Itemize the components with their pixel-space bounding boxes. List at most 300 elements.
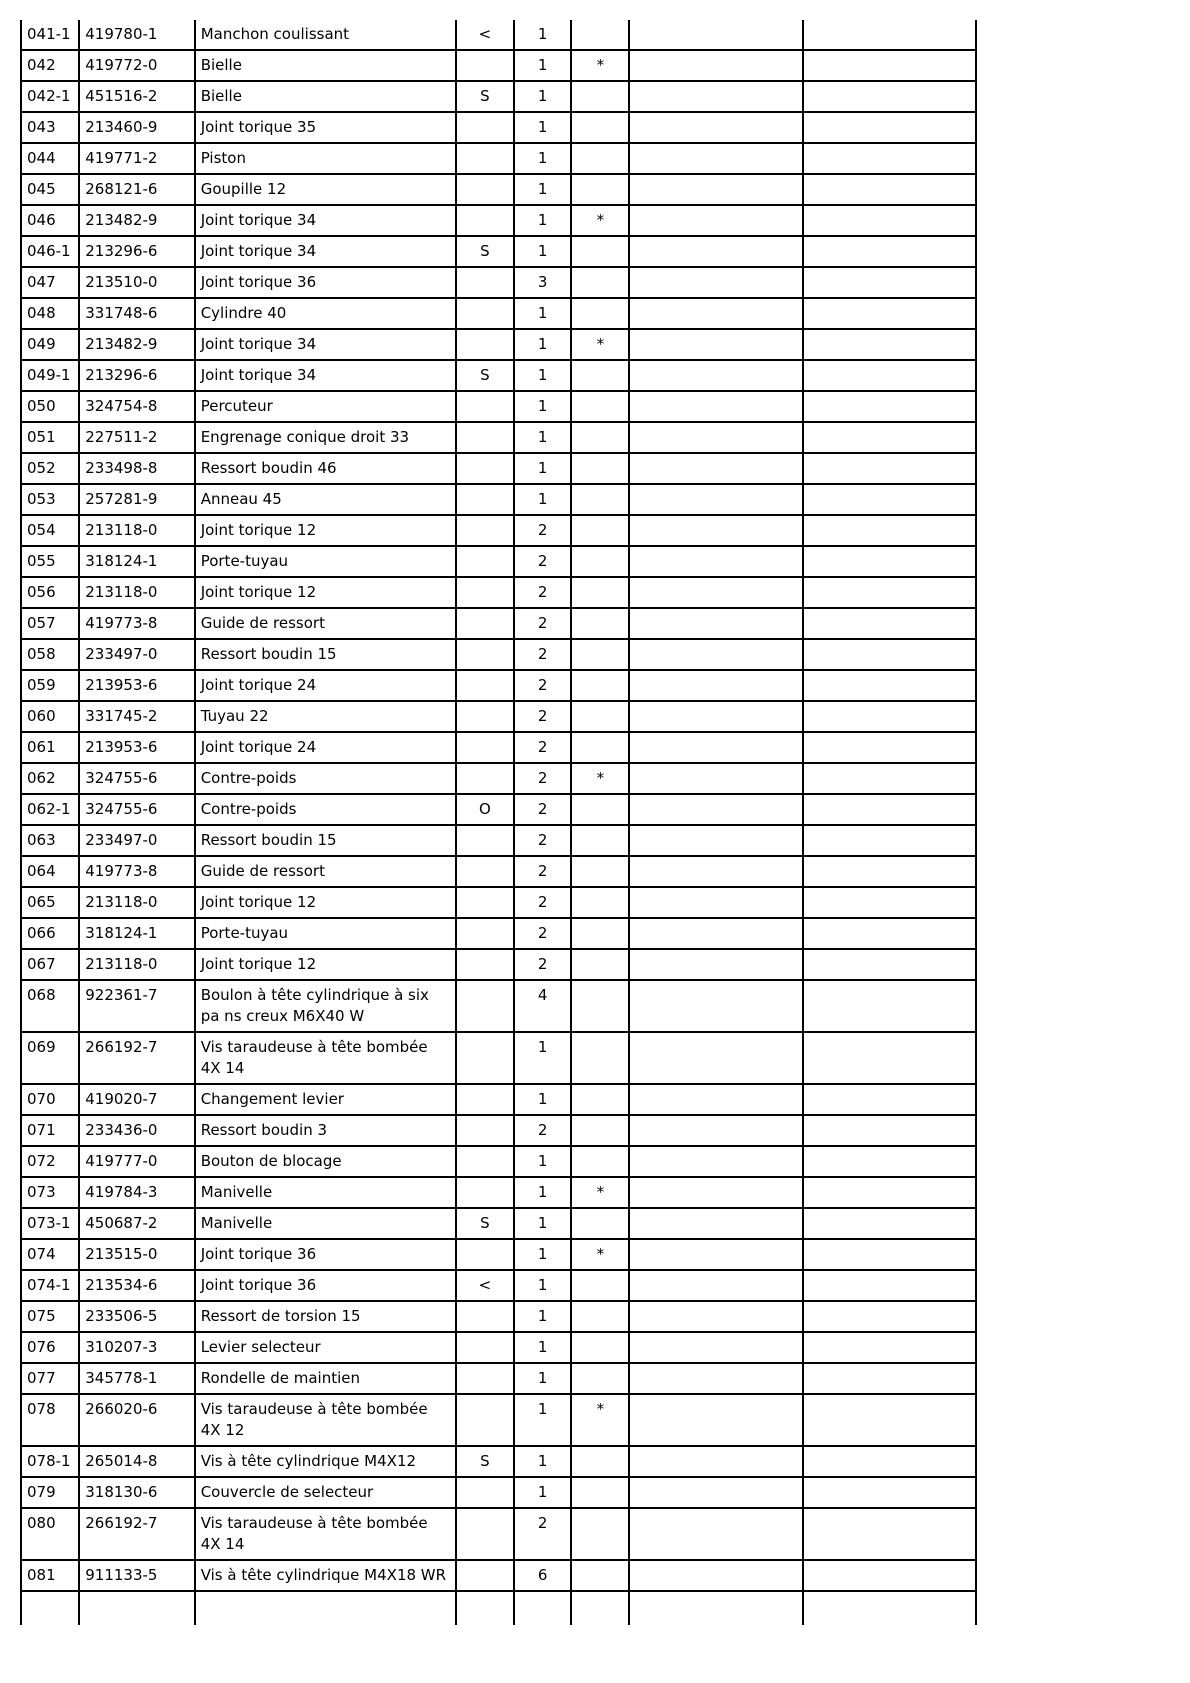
blank-cell bbox=[629, 1084, 803, 1115]
table-row bbox=[21, 267, 976, 298]
blank-cell bbox=[803, 1177, 976, 1208]
blank-cell bbox=[629, 422, 803, 453]
blank-cell bbox=[803, 453, 976, 484]
blank-cell bbox=[629, 1591, 803, 1625]
quantity-cell: 1 bbox=[514, 1446, 571, 1477]
part-number-cell: 213118-0 bbox=[79, 949, 194, 980]
quantity-cell: 1 bbox=[514, 1146, 571, 1177]
item-number-cell: 078-1 bbox=[21, 1446, 79, 1477]
quantity-cell: 1 bbox=[514, 50, 571, 81]
blank-cell bbox=[803, 112, 976, 143]
blank-cell bbox=[629, 1301, 803, 1332]
blank-cell bbox=[629, 1146, 803, 1177]
blank-cell bbox=[629, 329, 803, 360]
mark-cell bbox=[571, 1208, 629, 1239]
blank-cell bbox=[629, 949, 803, 980]
part-number-cell: 233506-5 bbox=[79, 1301, 194, 1332]
table-row bbox=[21, 81, 976, 112]
table-row bbox=[21, 1394, 976, 1446]
table-row bbox=[21, 1270, 976, 1301]
blank-cell bbox=[803, 174, 976, 205]
blank-cell bbox=[803, 918, 976, 949]
description-cell: Engrenage conique droit 33 bbox=[195, 422, 456, 453]
quantity-cell: 1 bbox=[514, 453, 571, 484]
blank-cell bbox=[803, 949, 976, 980]
item-number-cell: 048 bbox=[21, 298, 79, 329]
mark-cell bbox=[571, 1084, 629, 1115]
quantity-cell: 1 bbox=[514, 298, 571, 329]
description-cell: Manivelle bbox=[195, 1177, 456, 1208]
blank-cell bbox=[803, 732, 976, 763]
blank-cell bbox=[803, 1208, 976, 1239]
mark-cell bbox=[571, 1332, 629, 1363]
part-number-cell: 911133-5 bbox=[79, 1560, 194, 1591]
part-number-cell: 233497-0 bbox=[79, 825, 194, 856]
mark-cell bbox=[571, 918, 629, 949]
mark-cell bbox=[571, 1363, 629, 1394]
blank-cell bbox=[629, 980, 803, 1032]
item-number-cell: 073-1 bbox=[21, 1208, 79, 1239]
mark-cell bbox=[571, 112, 629, 143]
part-number-cell: 213118-0 bbox=[79, 887, 194, 918]
blank-cell bbox=[629, 515, 803, 546]
mark-cell bbox=[571, 794, 629, 825]
blank-cell bbox=[629, 670, 803, 701]
description-cell: Joint torique 36 bbox=[195, 1239, 456, 1270]
table-row bbox=[21, 1446, 976, 1477]
description-cell: Ressort de torsion 15 bbox=[195, 1301, 456, 1332]
part-number-cell bbox=[79, 1591, 194, 1625]
description-cell: Changement levier bbox=[195, 1084, 456, 1115]
blank-cell bbox=[803, 1146, 976, 1177]
mark-cell bbox=[571, 856, 629, 887]
blank-cell bbox=[629, 887, 803, 918]
flag-cell bbox=[456, 949, 514, 980]
description-cell: Joint torique 34 bbox=[195, 360, 456, 391]
blank-cell bbox=[629, 1270, 803, 1301]
blank-cell bbox=[803, 298, 976, 329]
blank-cell bbox=[629, 1446, 803, 1477]
table-row bbox=[21, 1301, 976, 1332]
blank-cell bbox=[629, 112, 803, 143]
quantity-cell bbox=[514, 1591, 571, 1625]
table-row bbox=[21, 484, 976, 515]
flag-cell bbox=[456, 856, 514, 887]
blank-cell bbox=[803, 1032, 976, 1084]
blank-cell bbox=[629, 298, 803, 329]
blank-cell bbox=[803, 205, 976, 236]
table-row bbox=[21, 1591, 976, 1625]
description-cell: Vis à tête cylindrique M4X18 WR bbox=[195, 1560, 456, 1591]
blank-cell bbox=[803, 236, 976, 267]
blank-cell bbox=[803, 422, 976, 453]
blank-cell bbox=[629, 1332, 803, 1363]
flag-cell bbox=[456, 515, 514, 546]
description-cell: Manchon coulissant bbox=[195, 20, 456, 50]
flag-cell bbox=[456, 391, 514, 422]
item-number-cell: 061 bbox=[21, 732, 79, 763]
flag-cell bbox=[456, 1146, 514, 1177]
blank-cell bbox=[629, 608, 803, 639]
part-number-cell: 213296-6 bbox=[79, 360, 194, 391]
table-row bbox=[21, 949, 976, 980]
item-number-cell: 046-1 bbox=[21, 236, 79, 267]
quantity-cell: 6 bbox=[514, 1560, 571, 1591]
table-row bbox=[21, 701, 976, 732]
mark-cell bbox=[571, 670, 629, 701]
mark-cell bbox=[571, 949, 629, 980]
item-number-cell: 062 bbox=[21, 763, 79, 794]
item-number-cell: 044 bbox=[21, 143, 79, 174]
mark-cell bbox=[571, 1270, 629, 1301]
part-number-cell: 213482-9 bbox=[79, 205, 194, 236]
table-row bbox=[21, 546, 976, 577]
table-row bbox=[21, 608, 976, 639]
table-row bbox=[21, 112, 976, 143]
table-row bbox=[21, 577, 976, 608]
description-cell: Joint torique 12 bbox=[195, 887, 456, 918]
blank-cell bbox=[803, 329, 976, 360]
flag-cell bbox=[456, 1239, 514, 1270]
mark-cell: * bbox=[571, 329, 629, 360]
quantity-cell: 4 bbox=[514, 980, 571, 1032]
blank-cell bbox=[629, 50, 803, 81]
item-number-cell: 053 bbox=[21, 484, 79, 515]
flag-cell bbox=[456, 484, 514, 515]
mark-cell: * bbox=[571, 1394, 629, 1446]
description-cell: Guide de ressort bbox=[195, 608, 456, 639]
quantity-cell: 1 bbox=[514, 422, 571, 453]
description-cell: Levier selecteur bbox=[195, 1332, 456, 1363]
mark-cell bbox=[571, 980, 629, 1032]
item-number-cell: 042 bbox=[21, 50, 79, 81]
blank-cell bbox=[629, 825, 803, 856]
description-cell: Joint torique 24 bbox=[195, 732, 456, 763]
item-number-cell: 046 bbox=[21, 205, 79, 236]
quantity-cell: 2 bbox=[514, 577, 571, 608]
blank-cell bbox=[803, 1239, 976, 1270]
part-number-cell: 213953-6 bbox=[79, 732, 194, 763]
flag-cell bbox=[456, 918, 514, 949]
blank-cell bbox=[803, 360, 976, 391]
mark-cell bbox=[571, 515, 629, 546]
part-number-cell: 213460-9 bbox=[79, 112, 194, 143]
blank-cell bbox=[803, 1560, 976, 1591]
blank-cell bbox=[803, 980, 976, 1032]
blank-cell bbox=[629, 794, 803, 825]
description-cell: Ressort boudin 46 bbox=[195, 453, 456, 484]
table-row bbox=[21, 391, 976, 422]
item-number-cell: 073 bbox=[21, 1177, 79, 1208]
item-number-cell: 057 bbox=[21, 608, 79, 639]
item-number-cell: 056 bbox=[21, 577, 79, 608]
part-number-cell: 450687-2 bbox=[79, 1208, 194, 1239]
quantity-cell: 1 bbox=[514, 1363, 571, 1394]
part-number-cell: 266020-6 bbox=[79, 1394, 194, 1446]
blank-cell bbox=[629, 143, 803, 174]
part-number-cell: 324755-6 bbox=[79, 763, 194, 794]
table-row bbox=[21, 980, 976, 1032]
quantity-cell: 1 bbox=[514, 391, 571, 422]
mark-cell bbox=[571, 1446, 629, 1477]
blank-cell bbox=[803, 1332, 976, 1363]
part-number-cell: 233498-8 bbox=[79, 453, 194, 484]
blank-cell bbox=[803, 577, 976, 608]
description-cell: Vis taraudeuse à tête bombée 4X 14 bbox=[195, 1032, 456, 1084]
quantity-cell: 1 bbox=[514, 1084, 571, 1115]
part-number-cell: 213534-6 bbox=[79, 1270, 194, 1301]
quantity-cell: 1 bbox=[514, 143, 571, 174]
blank-cell bbox=[803, 1394, 976, 1446]
table-row bbox=[21, 794, 976, 825]
quantity-cell: 2 bbox=[514, 1508, 571, 1560]
flag-cell bbox=[456, 1394, 514, 1446]
table-row bbox=[21, 515, 976, 546]
description-cell: Joint torique 12 bbox=[195, 949, 456, 980]
description-cell: Cylindre 40 bbox=[195, 298, 456, 329]
flag-cell bbox=[456, 980, 514, 1032]
flag-cell: S bbox=[456, 1208, 514, 1239]
item-number-cell: 071 bbox=[21, 1115, 79, 1146]
part-number-cell: 419020-7 bbox=[79, 1084, 194, 1115]
table-row bbox=[21, 143, 976, 174]
table-row bbox=[21, 639, 976, 670]
mark-cell bbox=[571, 608, 629, 639]
quantity-cell: 2 bbox=[514, 825, 571, 856]
blank-cell bbox=[629, 1394, 803, 1446]
quantity-cell: 2 bbox=[514, 794, 571, 825]
quantity-cell: 1 bbox=[514, 1332, 571, 1363]
blank-cell bbox=[803, 81, 976, 112]
item-number-cell: 070 bbox=[21, 1084, 79, 1115]
mark-cell bbox=[571, 1301, 629, 1332]
blank-cell bbox=[629, 1560, 803, 1591]
part-number-cell: 213515-0 bbox=[79, 1239, 194, 1270]
description-cell: Joint torique 34 bbox=[195, 329, 456, 360]
flag-cell bbox=[456, 1301, 514, 1332]
item-number-cell: 041-1 bbox=[21, 20, 79, 50]
table-row bbox=[21, 670, 976, 701]
item-number-cell: 065 bbox=[21, 887, 79, 918]
blank-cell bbox=[629, 484, 803, 515]
blank-cell bbox=[803, 267, 976, 298]
item-number-cell: 055 bbox=[21, 546, 79, 577]
table-row bbox=[21, 1032, 976, 1084]
blank-cell bbox=[629, 546, 803, 577]
quantity-cell: 1 bbox=[514, 1239, 571, 1270]
blank-cell bbox=[629, 391, 803, 422]
blank-cell bbox=[803, 794, 976, 825]
flag-cell: S bbox=[456, 360, 514, 391]
mark-cell bbox=[571, 1032, 629, 1084]
description-cell: Vis taraudeuse à tête bombée 4X 12 bbox=[195, 1394, 456, 1446]
description-cell: Piston bbox=[195, 143, 456, 174]
part-number-cell: 233436-0 bbox=[79, 1115, 194, 1146]
flag-cell bbox=[456, 174, 514, 205]
item-number-cell: 077 bbox=[21, 1363, 79, 1394]
description-cell: Tuyau 22 bbox=[195, 701, 456, 732]
blank-cell bbox=[629, 701, 803, 732]
item-number-cell: 063 bbox=[21, 825, 79, 856]
description-cell: Porte-tuyau bbox=[195, 546, 456, 577]
description-cell: Bielle bbox=[195, 50, 456, 81]
flag-cell bbox=[456, 422, 514, 453]
blank-cell bbox=[629, 639, 803, 670]
mark-cell bbox=[571, 1146, 629, 1177]
blank-cell bbox=[629, 1363, 803, 1394]
blank-cell bbox=[803, 1477, 976, 1508]
blank-cell bbox=[803, 1084, 976, 1115]
description-cell: Couvercle de selecteur bbox=[195, 1477, 456, 1508]
mark-cell bbox=[571, 825, 629, 856]
blank-cell bbox=[629, 763, 803, 794]
quantity-cell: 2 bbox=[514, 608, 571, 639]
quantity-cell: 2 bbox=[514, 856, 571, 887]
description-cell: Ressort boudin 15 bbox=[195, 639, 456, 670]
blank-cell bbox=[629, 1177, 803, 1208]
table-row bbox=[21, 453, 976, 484]
flag-cell bbox=[456, 1332, 514, 1363]
description-cell: Joint torique 35 bbox=[195, 112, 456, 143]
blank-cell bbox=[629, 1508, 803, 1560]
mark-cell bbox=[571, 1591, 629, 1625]
blank-cell bbox=[803, 1270, 976, 1301]
table-row bbox=[21, 174, 976, 205]
table-row bbox=[21, 1084, 976, 1115]
description-cell: Vis taraudeuse à tête bombée 4X 14 bbox=[195, 1508, 456, 1560]
blank-cell bbox=[629, 577, 803, 608]
description-cell: Joint torique 36 bbox=[195, 267, 456, 298]
description-cell: Guide de ressort bbox=[195, 856, 456, 887]
part-number-cell: 318124-1 bbox=[79, 918, 194, 949]
quantity-cell: 1 bbox=[514, 81, 571, 112]
blank-cell bbox=[629, 453, 803, 484]
table-row bbox=[21, 1115, 976, 1146]
quantity-cell: 1 bbox=[514, 174, 571, 205]
flag-cell bbox=[456, 1591, 514, 1625]
part-number-cell: 419777-0 bbox=[79, 1146, 194, 1177]
table-row bbox=[21, 1508, 976, 1560]
part-number-cell: 233497-0 bbox=[79, 639, 194, 670]
flag-cell: S bbox=[456, 1446, 514, 1477]
table-row bbox=[21, 763, 976, 794]
flag-cell bbox=[456, 608, 514, 639]
quantity-cell: 1 bbox=[514, 236, 571, 267]
quantity-cell: 1 bbox=[514, 112, 571, 143]
item-number-cell: 062-1 bbox=[21, 794, 79, 825]
item-number-cell: 051 bbox=[21, 422, 79, 453]
item-number-cell: 050 bbox=[21, 391, 79, 422]
description-cell: Manivelle bbox=[195, 1208, 456, 1239]
flag-cell: S bbox=[456, 236, 514, 267]
blank-cell bbox=[629, 267, 803, 298]
blank-cell bbox=[803, 763, 976, 794]
flag-cell: S bbox=[456, 81, 514, 112]
quantity-cell: 1 bbox=[514, 1177, 571, 1208]
item-number-cell: 074 bbox=[21, 1239, 79, 1270]
flag-cell bbox=[456, 763, 514, 794]
table-row bbox=[21, 329, 976, 360]
flag-cell bbox=[456, 825, 514, 856]
part-number-cell: 318124-1 bbox=[79, 546, 194, 577]
flag-cell bbox=[456, 143, 514, 174]
item-number-cell: 066 bbox=[21, 918, 79, 949]
part-number-cell: 227511-2 bbox=[79, 422, 194, 453]
item-number-cell: 059 bbox=[21, 670, 79, 701]
item-number-cell: 074-1 bbox=[21, 1270, 79, 1301]
part-number-cell: 266192-7 bbox=[79, 1032, 194, 1084]
blank-cell bbox=[803, 701, 976, 732]
mark-cell bbox=[571, 360, 629, 391]
part-number-cell: 324755-6 bbox=[79, 794, 194, 825]
mark-cell bbox=[571, 298, 629, 329]
description-cell: Bouton de blocage bbox=[195, 1146, 456, 1177]
blank-cell bbox=[803, 856, 976, 887]
blank-cell bbox=[803, 670, 976, 701]
quantity-cell: 2 bbox=[514, 670, 571, 701]
table-row bbox=[21, 1239, 976, 1270]
table-row bbox=[21, 856, 976, 887]
mark-cell bbox=[571, 236, 629, 267]
blank-cell bbox=[803, 515, 976, 546]
mark-cell bbox=[571, 453, 629, 484]
description-cell: Anneau 45 bbox=[195, 484, 456, 515]
description-cell: Joint torique 34 bbox=[195, 205, 456, 236]
blank-cell bbox=[629, 856, 803, 887]
quantity-cell: 2 bbox=[514, 918, 571, 949]
item-number-cell: 072 bbox=[21, 1146, 79, 1177]
part-number-cell: 268121-6 bbox=[79, 174, 194, 205]
item-number-cell: 079 bbox=[21, 1477, 79, 1508]
part-number-cell: 257281-9 bbox=[79, 484, 194, 515]
quantity-cell: 2 bbox=[514, 732, 571, 763]
mark-cell bbox=[571, 1115, 629, 1146]
quantity-cell: 2 bbox=[514, 1115, 571, 1146]
description-cell: Boulon à tête cylindrique à six pa ns creux M6X40 W bbox=[195, 980, 456, 1032]
mark-cell bbox=[571, 546, 629, 577]
item-number-cell: 052 bbox=[21, 453, 79, 484]
description-cell: Contre-poids bbox=[195, 794, 456, 825]
item-number-cell: 054 bbox=[21, 515, 79, 546]
blank-cell bbox=[803, 1591, 976, 1625]
item-number-cell: 076 bbox=[21, 1332, 79, 1363]
item-number-cell: 080 bbox=[21, 1508, 79, 1560]
blank-cell bbox=[803, 50, 976, 81]
description-cell: Contre-poids bbox=[195, 763, 456, 794]
item-number-cell: 043 bbox=[21, 112, 79, 143]
flag-cell bbox=[456, 267, 514, 298]
blank-cell bbox=[803, 143, 976, 174]
quantity-cell: 2 bbox=[514, 515, 571, 546]
item-number-cell: 067 bbox=[21, 949, 79, 980]
flag-cell bbox=[456, 453, 514, 484]
part-number-cell: 419772-0 bbox=[79, 50, 194, 81]
part-number-cell: 419773-8 bbox=[79, 608, 194, 639]
blank-cell bbox=[629, 1239, 803, 1270]
mark-cell bbox=[571, 1560, 629, 1591]
blank-cell bbox=[803, 20, 976, 50]
blank-cell bbox=[629, 1032, 803, 1084]
item-number-cell: 064 bbox=[21, 856, 79, 887]
quantity-cell: 1 bbox=[514, 1301, 571, 1332]
table-row bbox=[21, 918, 976, 949]
part-number-cell: 419773-8 bbox=[79, 856, 194, 887]
table-row bbox=[21, 1332, 976, 1363]
table-row bbox=[21, 298, 976, 329]
quantity-cell: 1 bbox=[514, 1270, 571, 1301]
flag-cell bbox=[456, 1084, 514, 1115]
blank-cell bbox=[629, 360, 803, 391]
